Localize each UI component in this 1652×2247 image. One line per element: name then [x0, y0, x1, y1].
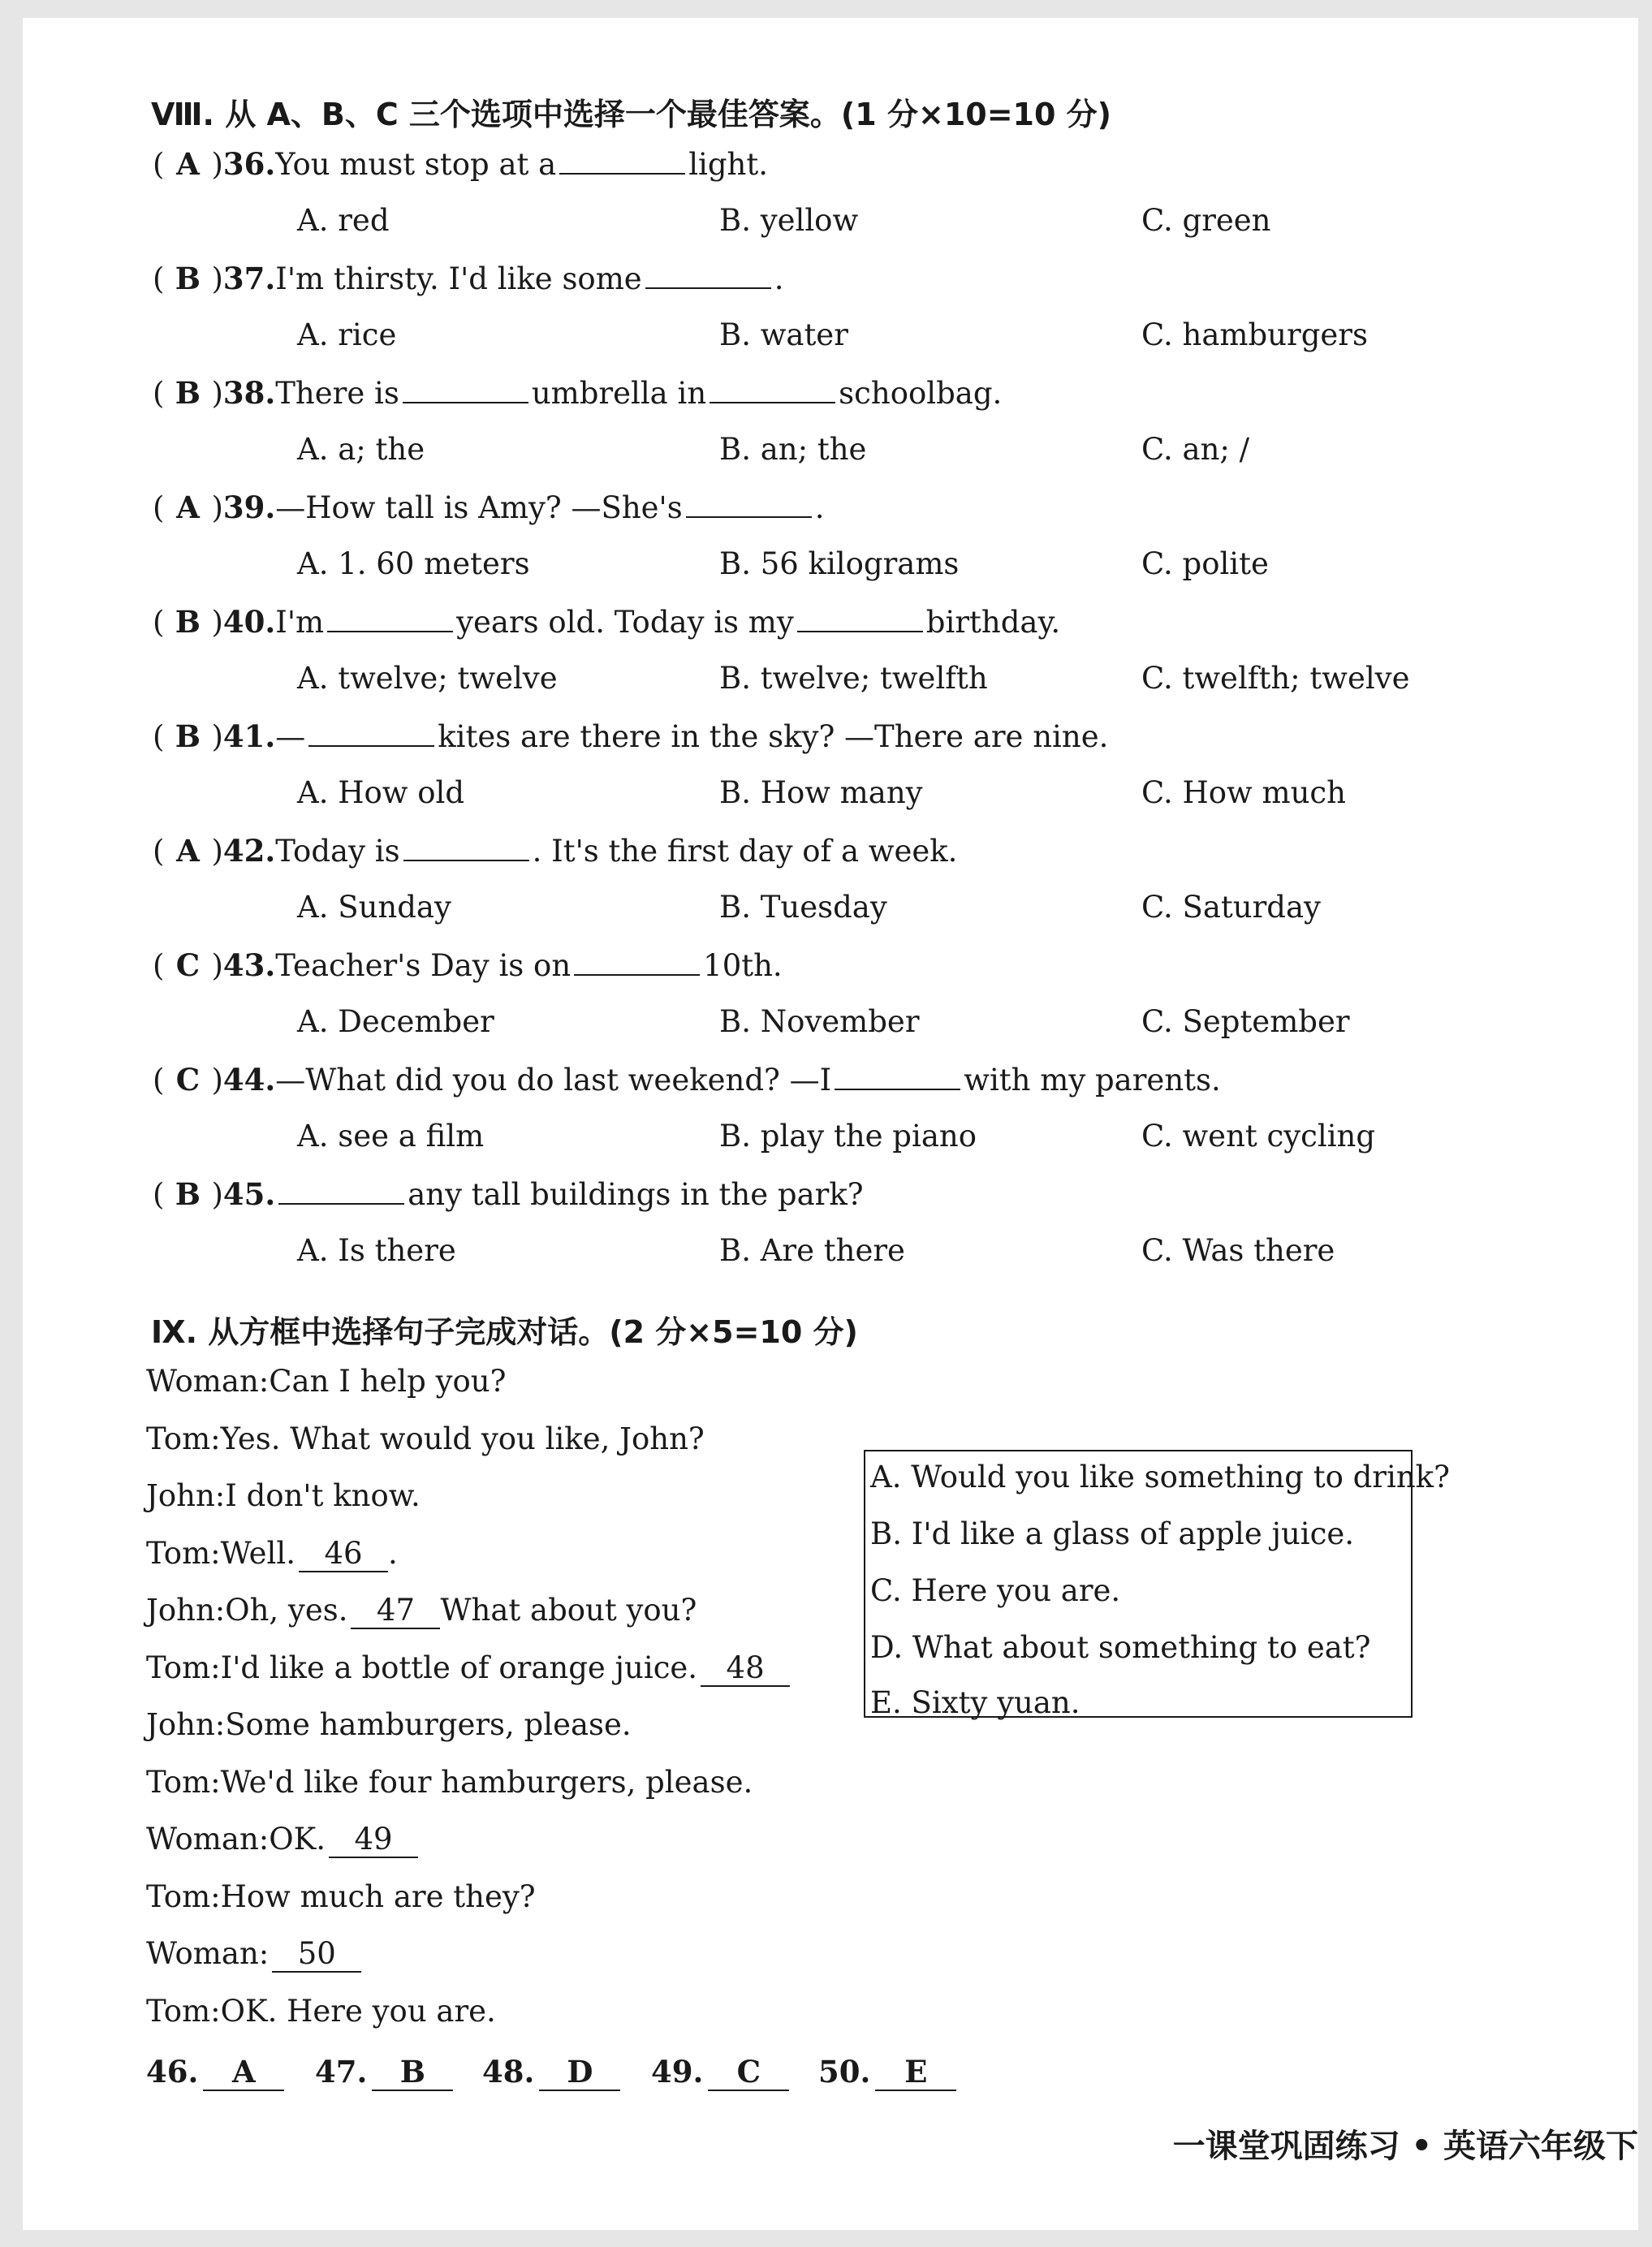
answer-blank[interactable] — [835, 1064, 960, 1090]
answer-bracket-open: ( — [153, 719, 165, 754]
question-stem-part-1: I'm thirsty. I'd like some — [275, 261, 642, 296]
option-a: A. 1. 60 meters — [297, 546, 530, 581]
answer-blank[interactable] — [645, 263, 771, 289]
box-option-d: D. What about something to eat? — [870, 1630, 1371, 1665]
option-c: C. hamburgers — [1141, 317, 1368, 352]
option-a: A. a; the — [297, 432, 425, 467]
utterance: Yes. What would you like, John? — [220, 1421, 705, 1456]
utterance: Can I help you? — [269, 1364, 507, 1399]
question-row — [153, 604, 1060, 640]
question-stem-part-1: —How tall is Amy? —She's — [275, 490, 683, 525]
question-row — [153, 947, 783, 983]
answer-bracket-open: ( — [153, 490, 165, 525]
page-footer: 一课堂巩固练习 • 英语六年级下 — [1172, 2128, 1638, 2165]
question-stem-part-2: umbrella in — [531, 376, 707, 411]
option-b: B. an; the — [719, 432, 867, 467]
question-row — [153, 1176, 864, 1212]
utterance: OK. — [269, 1822, 326, 1857]
option-a: A. Is there — [297, 1233, 456, 1268]
speaker: Woman: — [146, 1364, 270, 1399]
answer-letter: B — [175, 604, 201, 640]
dialogue-line — [146, 1707, 632, 1742]
option-a: A. rice — [297, 317, 397, 352]
answer-bracket-close: ) — [211, 1177, 223, 1212]
question-number: 41. — [222, 718, 276, 754]
answer-letter: C — [175, 1062, 201, 1098]
utterance: Some hamburgers, please. — [225, 1707, 632, 1742]
final-answer-item — [651, 2054, 789, 2091]
final-answer-number: 50. — [818, 2054, 871, 2090]
answer-blank[interactable] — [403, 835, 529, 861]
option-c: C. How much — [1141, 775, 1346, 810]
option-b: B. How many — [719, 775, 923, 810]
final-answer-item — [482, 2054, 620, 2091]
answer-bracket-close: ) — [211, 948, 223, 983]
answer-bracket-close: ) — [211, 719, 223, 754]
question-row — [153, 490, 824, 525]
utterance: Oh, yes. — [225, 1593, 348, 1628]
question-row — [153, 146, 768, 182]
option-c: C. September — [1141, 1004, 1350, 1039]
question-stem-part-2: with my parents. — [964, 1063, 1221, 1098]
question-number: 44. — [222, 1062, 276, 1098]
question-stem-part-1: — — [275, 719, 306, 754]
answer-bracket-close: ) — [211, 1063, 223, 1098]
option-b: B. play the piano — [719, 1119, 977, 1154]
answer-bracket-close: ) — [211, 261, 223, 296]
box-option-c: C. Here you are. — [870, 1573, 1121, 1608]
dialogue-line — [146, 1822, 418, 1858]
utterance-tail: . — [387, 1536, 398, 1571]
question-row — [153, 261, 783, 296]
speaker: Tom: — [146, 1650, 221, 1685]
dialogue-line — [146, 1936, 361, 1973]
answer-bracket-close: ) — [211, 490, 223, 525]
box-option-a: A. Would you like something to drink? — [870, 1460, 1450, 1494]
option-c: C. Was there — [1141, 1233, 1335, 1268]
answer-bracket-open: ( — [153, 376, 165, 411]
question-stem-part-2: any tall buildings in the park? — [408, 1177, 864, 1212]
section-9-title: Ⅸ. 从方框中选择句子完成对话。(2 分×5=10 分) — [151, 1314, 858, 1350]
option-a: A. How old — [297, 775, 465, 810]
speaker: Woman: — [146, 1936, 270, 1971]
question-number: 42. — [222, 833, 276, 869]
speaker: John: — [146, 1593, 226, 1628]
answer-bracket-close: ) — [211, 147, 223, 182]
question-number: 38. — [222, 375, 276, 411]
answer-letter: A — [176, 490, 200, 525]
box-option-e: E. Sixty yuan. — [870, 1685, 1080, 1720]
worksheet-page — [23, 18, 1638, 2230]
speaker: Tom: — [146, 1879, 221, 1914]
dialogue-blank[interactable]: 50 — [272, 1936, 361, 1973]
utterance: I don't know. — [225, 1478, 421, 1513]
utterance: OK. Here you are. — [220, 1994, 496, 2029]
final-answer-number: 48. — [482, 2054, 535, 2090]
question-stem-part-2: years old. Today is my — [456, 605, 794, 640]
option-a: A. see a film — [297, 1119, 485, 1154]
answer-letter: B — [175, 1176, 201, 1212]
dialogue-line — [146, 1879, 536, 1914]
answer-blank[interactable] — [278, 1179, 404, 1205]
option-c: C. an; / — [1141, 432, 1250, 467]
question-number: 43. — [222, 947, 276, 983]
question-row — [153, 718, 1108, 754]
speaker: John: — [146, 1707, 226, 1742]
option-b: B. Are there — [719, 1233, 905, 1268]
options-box — [864, 1450, 1450, 1720]
option-b: B. 56 kilograms — [719, 546, 960, 581]
utterance: How much are they? — [220, 1879, 536, 1914]
dialogue-line — [146, 1593, 697, 1629]
option-a: A. Sunday — [297, 890, 451, 925]
final-answer-number: 46. — [146, 2054, 199, 2090]
question-stem-part-3: schoolbag. — [839, 376, 1003, 411]
answer-blank[interactable] — [327, 606, 453, 632]
option-a: A. December — [297, 1004, 494, 1039]
speaker: Tom: — [146, 1421, 221, 1456]
utterance: We'd like four hamburgers, please. — [220, 1765, 753, 1800]
speaker: Tom: — [146, 1765, 221, 1800]
dialogue-line — [146, 1650, 790, 1687]
option-a: A. red — [297, 203, 390, 238]
question-stem-part-2: . — [774, 261, 784, 296]
option-b: B. Tuesday — [719, 890, 887, 925]
dialogue-line — [146, 1364, 506, 1399]
final-answer-letter[interactable]: E — [875, 2054, 956, 2091]
answer-bracket-close: ) — [211, 605, 223, 640]
option-c: C. went cycling — [1141, 1119, 1376, 1154]
question-stem-part-1: You must stop at a — [275, 147, 557, 182]
answer-letter: C — [175, 947, 201, 983]
dialogue-blank[interactable]: 49 — [329, 1822, 418, 1858]
question-stem-part-2: . It's the first day of a week. — [532, 834, 958, 869]
answer-blank[interactable] — [559, 149, 685, 175]
answer-letter: B — [175, 261, 201, 296]
question-row — [153, 1062, 1221, 1098]
speaker: Tom: — [146, 1994, 221, 2029]
dialogue-line — [146, 1478, 421, 1513]
dialogue-blank[interactable]: 46 — [299, 1536, 388, 1572]
answer-bracket-open: ( — [153, 834, 165, 869]
answer-bracket-open: ( — [153, 948, 165, 983]
answer-bracket-close: ) — [211, 376, 223, 411]
question-stem-part-2: kites are there in the sky? —There are nine. — [438, 719, 1109, 754]
question-number: 37. — [222, 261, 276, 296]
question-number: 45. — [222, 1176, 276, 1212]
option-b: B. twelve; twelfth — [719, 661, 988, 696]
dialogue-line — [146, 1421, 705, 1456]
question-number: 36. — [222, 146, 276, 182]
question-stem-part-1: —What did you do last weekend? —I — [275, 1063, 832, 1098]
answer-letter: A — [176, 833, 200, 869]
answer-bracket-close: ) — [211, 834, 223, 869]
final-answer-item — [315, 2054, 453, 2091]
option-c: C. twelfth; twelve — [1141, 661, 1410, 696]
answer-blank[interactable] — [710, 377, 835, 403]
answer-bracket-open: ( — [153, 261, 165, 296]
answer-blank[interactable] — [574, 950, 700, 976]
option-b: B. yellow — [719, 203, 859, 238]
utterance: I'd like a bottle of orange juice. — [220, 1650, 698, 1685]
final-answer-number: 49. — [651, 2054, 704, 2090]
dialogue-line — [146, 1536, 398, 1572]
dialogue-line — [146, 1994, 496, 2029]
question-stem-part-2: light. — [688, 147, 768, 182]
utterance-tail: What about you? — [440, 1593, 697, 1628]
final-answer-letter[interactable]: A — [203, 2054, 284, 2091]
question-number: 40. — [222, 604, 276, 640]
question-number: 39. — [222, 490, 276, 525]
answer-letter: A — [176, 146, 200, 182]
box-option-b: B. I'd like a glass of apple juice. — [870, 1516, 1354, 1551]
option-b: B. November — [719, 1004, 920, 1039]
option-a: A. twelve; twelve — [297, 661, 558, 696]
question-row — [153, 375, 1002, 411]
answer-blank[interactable] — [686, 492, 812, 518]
option-c: C. Saturday — [1141, 890, 1321, 925]
final-answer-number: 47. — [315, 2054, 368, 2090]
question-stem-part-1: Teacher's Day is on — [275, 948, 572, 983]
question-stem-part-2: . — [814, 490, 825, 525]
answer-letter: B — [175, 375, 201, 411]
utterance: Well. — [220, 1536, 295, 1571]
question-stem-part-1: There is — [275, 376, 399, 411]
final-answer-item — [818, 2054, 956, 2091]
final-answer-item — [146, 2054, 284, 2091]
final-answer-letter[interactable]: C — [708, 2054, 789, 2091]
dialogue-line — [146, 1765, 753, 1800]
answer-letter: B — [175, 718, 201, 754]
section-8-title: Ⅷ. 从 A、B、C 三个选项中选择一个最佳答案。(1 分×10=10 分) — [151, 97, 1112, 132]
answer-bracket-open: ( — [153, 1177, 165, 1212]
answer-blank[interactable] — [403, 377, 528, 403]
question-row — [153, 833, 957, 869]
question-stem-part-1: I'm — [275, 605, 325, 640]
answer-bracket-open: ( — [153, 1063, 165, 1098]
speaker: John: — [146, 1478, 226, 1513]
dialogue-blank[interactable]: 48 — [701, 1650, 790, 1687]
dialogue-blank[interactable]: 47 — [351, 1593, 440, 1629]
final-answer-letter[interactable]: D — [539, 2054, 620, 2091]
option-b: B. water — [719, 317, 848, 352]
final-answer-letter[interactable]: B — [372, 2054, 453, 2091]
question-stem-part-1: Today is — [275, 834, 400, 869]
speaker: Tom: — [146, 1536, 221, 1571]
option-c: C. polite — [1141, 546, 1269, 581]
question-stem-part-2: 10th. — [703, 948, 783, 983]
option-c: C. green — [1141, 203, 1271, 238]
speaker: Woman: — [146, 1822, 270, 1857]
answer-bracket-open: ( — [153, 605, 165, 640]
answer-blank[interactable] — [797, 606, 923, 632]
question-stem-part-3: birthday. — [925, 605, 1061, 640]
answer-blank[interactable] — [308, 721, 434, 747]
answer-bracket-open: ( — [153, 147, 165, 182]
